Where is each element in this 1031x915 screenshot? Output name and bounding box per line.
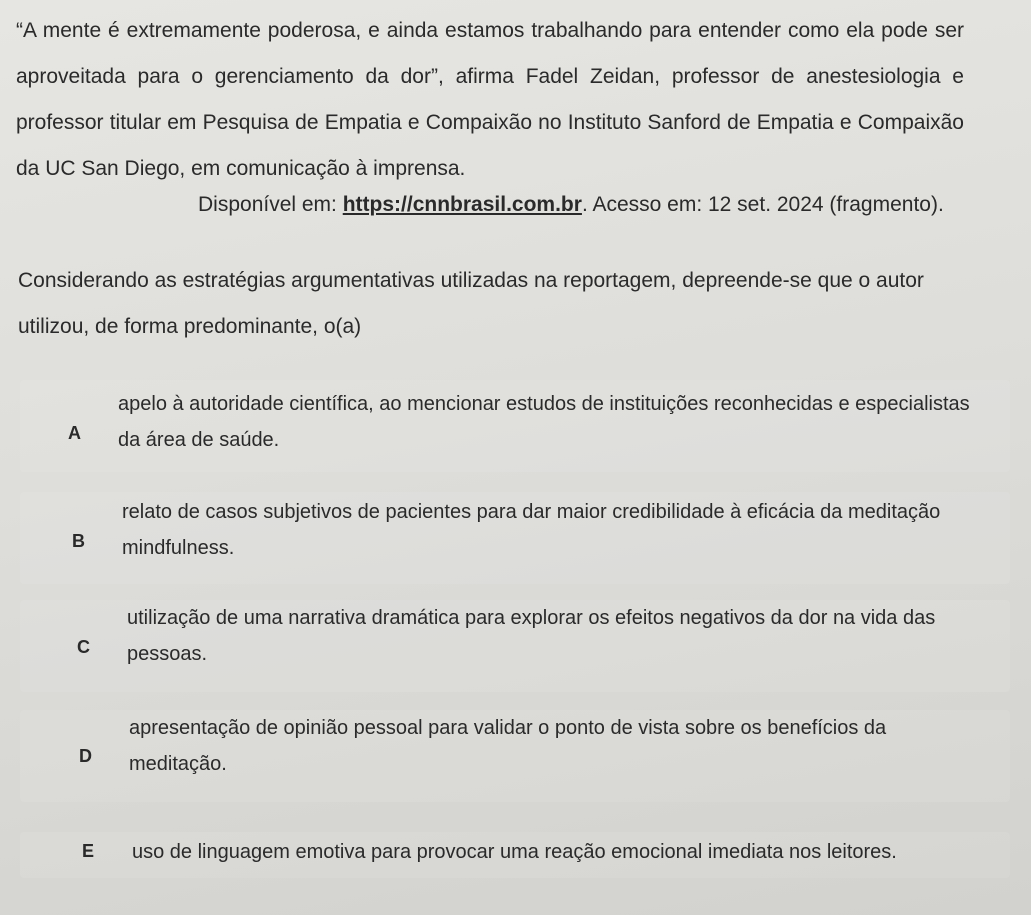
option-letter: D (79, 746, 92, 766)
passage-text: “A mente é extremamente poderosa, e ainda estamos trabalhando para entender como ela pode ser aproveitada para o gerenciamento da dor”, afirma Fadel Zeidan, professor de anestesiologia e professor titular em Pesquisa de Empatia e Compaixão no Instituto Sanford de Empatia e Compaixão da UC San Diego, em comunicação à imprensa. (16, 19, 964, 180)
option-letter: C (77, 637, 90, 657)
option-text: apresentação de opinião pessoal para validar o ponto de vista sobre os benefícios da meditação. (129, 717, 887, 775)
option-letter: E (82, 841, 95, 861)
answer-option-d[interactable] (20, 710, 1010, 802)
question-prompt: Considerando as estratégias argumentativas utilizadas na reportagem, depreende-se que o autor utilizou, de forma predominante, o(a) (18, 269, 924, 338)
source-prefix: Disponível em: (198, 193, 343, 216)
option-text: relato de casos subjetivos de pacientes para dar maior credibilidade à eficácia da meditação mindfulness. (122, 501, 941, 559)
option-text: uso de linguagem emotiva para provocar uma reação emocional imediata nos leitores. (132, 841, 897, 863)
option-text: apelo à autoridade científica, ao mencionar estudos de instituições reconhecidas e especialistas da área de saúde. (118, 393, 970, 451)
answer-option-c[interactable] (20, 600, 1010, 692)
option-letter: A (68, 423, 81, 443)
option-letter: B (72, 531, 85, 551)
answer-option-b[interactable] (20, 492, 1010, 584)
answer-option-e[interactable] (20, 832, 1010, 878)
source-link[interactable]: https://cnnbrasil.com.br (342, 193, 582, 216)
option-text: utilização de uma narrativa dramática para explorar os efeitos negativos da dor na vida das pessoas. (127, 607, 936, 665)
source-citation (198, 192, 944, 218)
answer-option-a[interactable] (20, 380, 1010, 472)
source-suffix: . Acesso em: 12 set. 2024 (fragmento). (581, 193, 944, 216)
